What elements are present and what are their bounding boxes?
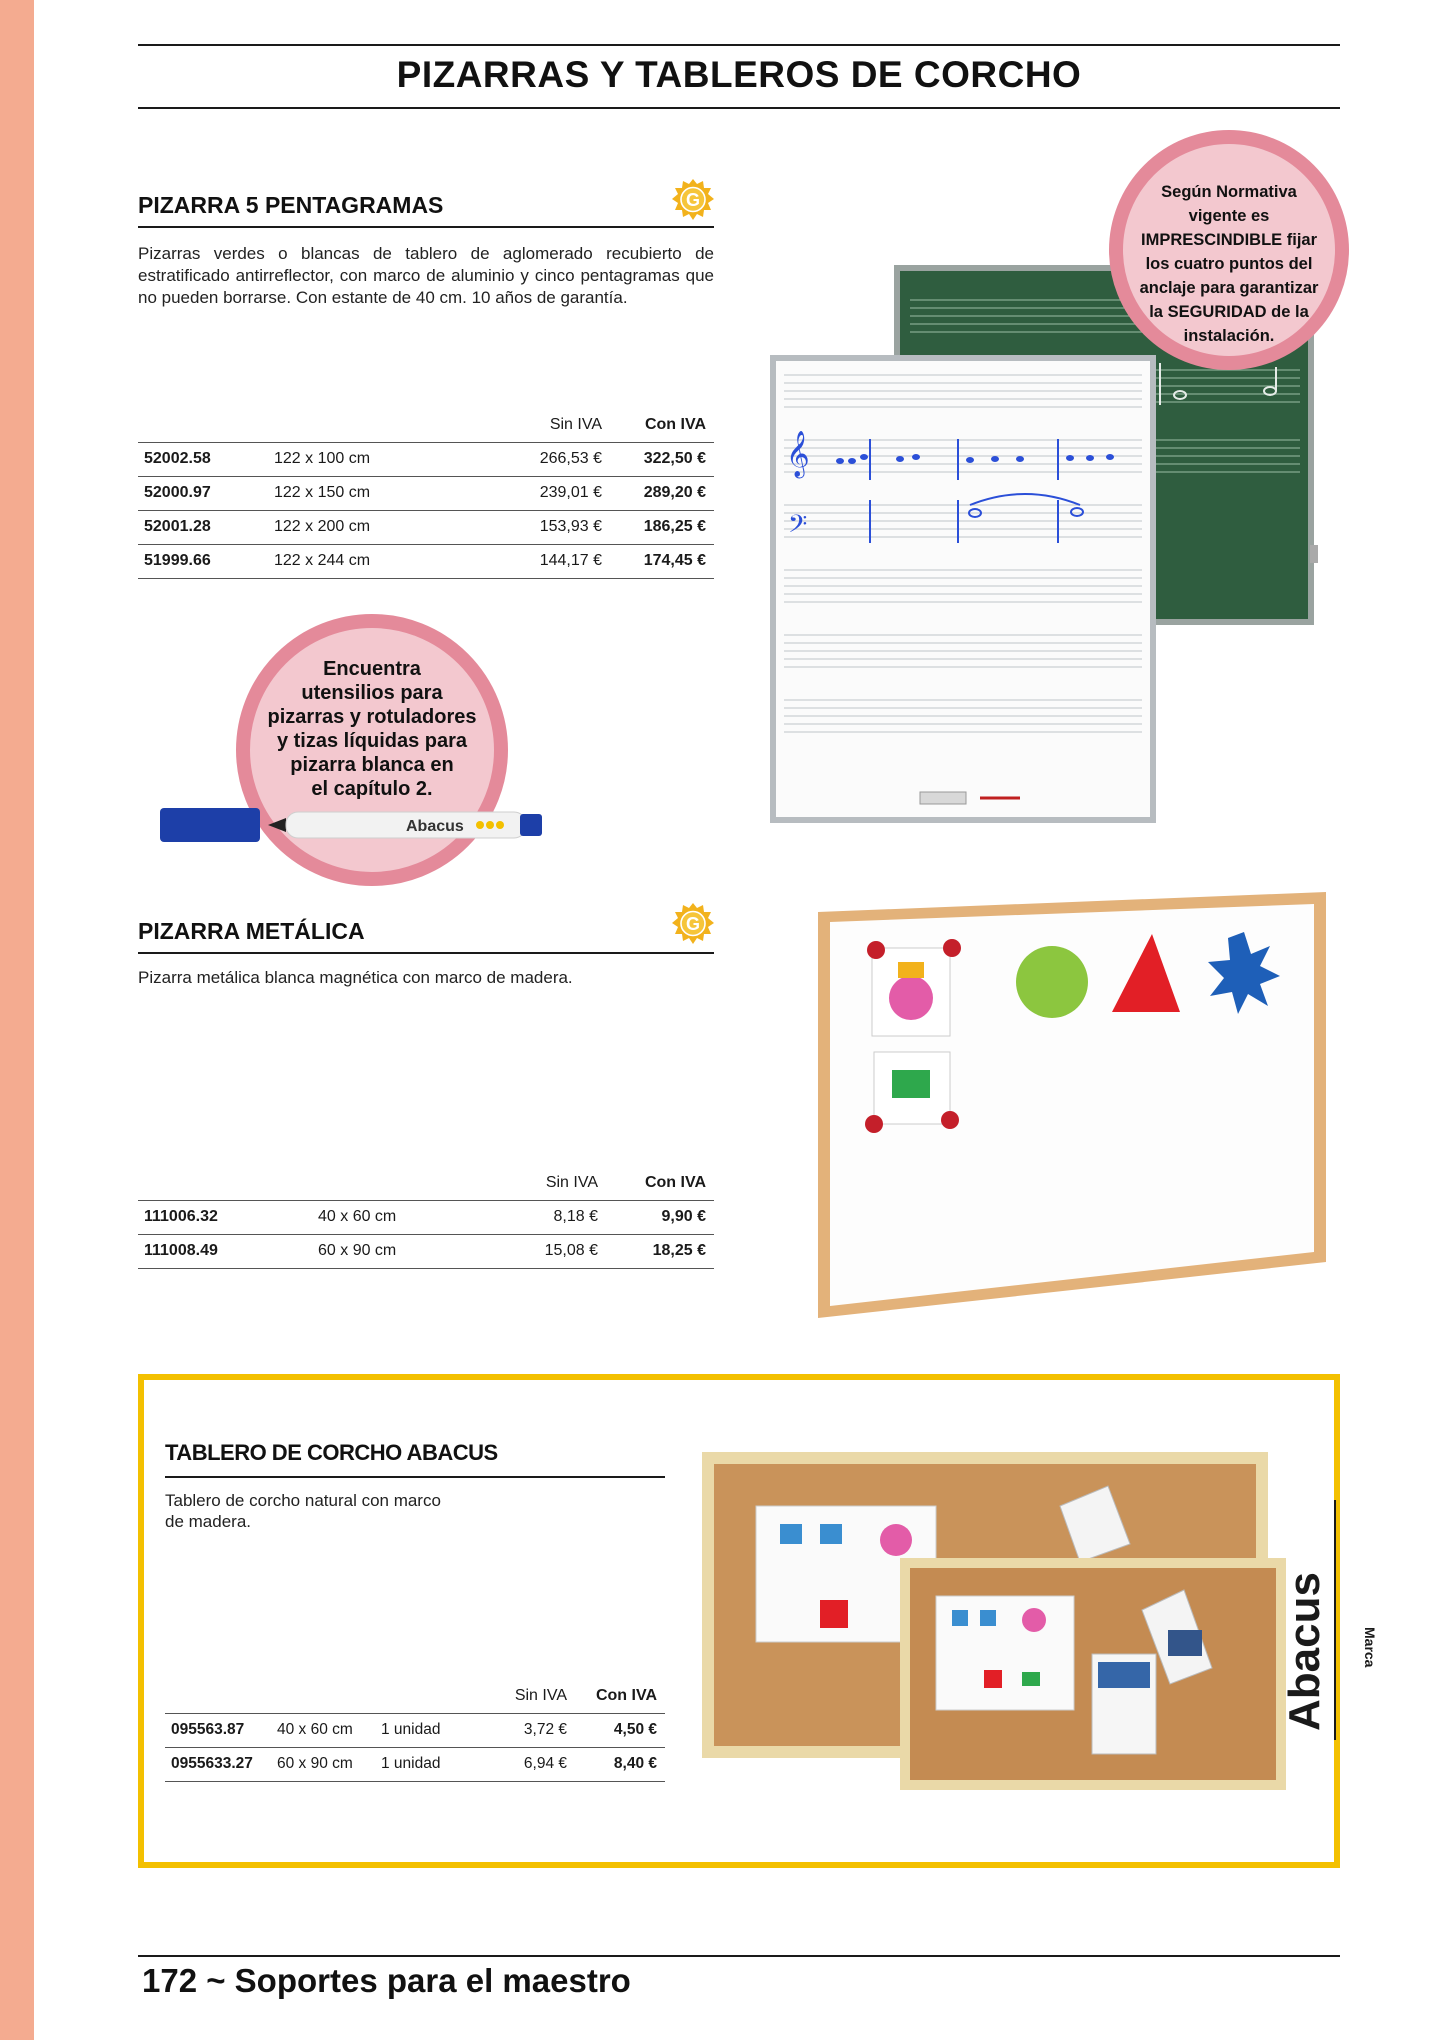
svg-text:𝄢: 𝄢 xyxy=(788,510,808,545)
normativa-callout-text xyxy=(1136,180,1322,348)
abacus-brand-logo xyxy=(1280,1572,1378,1742)
marker-brand: Abacus xyxy=(406,818,464,835)
product-size: 60 x 90 cm xyxy=(288,1234,496,1268)
price-sin-iva: 8,18 € xyxy=(496,1200,606,1234)
description-pentagramas: Pizarras verdes o blancas de tablero de aglomerado recubierto de estratificado antirreflector, con marco de aluminio y cinco pentagramas que no pueden borrarse. Con estante de 40 cm. 10 años de garantía. xyxy=(138,244,714,307)
description-line: de madera. xyxy=(165,1512,251,1531)
green-circle-magnet xyxy=(1016,946,1088,1018)
table-row xyxy=(138,476,714,510)
product-unit: 1 unidad xyxy=(373,1713,483,1747)
section-rule-metalica xyxy=(138,952,714,954)
price-sin-iva: 153,93 € xyxy=(506,510,610,544)
header-con-iva: Con IVA xyxy=(595,1686,657,1704)
table-row xyxy=(138,510,714,544)
product-size: 40 x 60 cm xyxy=(269,1713,373,1747)
price-sin-iva: 3,72 € xyxy=(483,1713,575,1747)
description-line: Tablero de corcho natural con marco xyxy=(165,1491,441,1510)
header-con-iva: Con IVA xyxy=(644,415,706,433)
brand-name: Abacus xyxy=(1280,1572,1329,1731)
callout-line: el capítulo 2. xyxy=(311,778,433,800)
price-con-iva: 289,20 € xyxy=(610,476,714,510)
header-con-iva: Con IVA xyxy=(644,1173,706,1191)
callout-line: IMPRESCINDIBLE fijar xyxy=(1140,231,1318,249)
product-size: 122 x 244 cm xyxy=(266,544,506,578)
callout-line: Según Normativa xyxy=(1161,183,1297,201)
price-sin-iva: 144,17 € xyxy=(506,544,610,578)
badge-letter: G xyxy=(685,190,701,210)
price-sin-iva: 239,01 € xyxy=(506,476,610,510)
product-size: 40 x 60 cm xyxy=(288,1200,496,1234)
side-color-strip xyxy=(0,0,34,2040)
page-title: PIZARRAS Y TABLEROS DE CORCHO xyxy=(396,54,1082,95)
header-sin-iva: Sin IVA xyxy=(514,1686,567,1704)
price-table-pentagramas xyxy=(138,412,714,579)
table-row xyxy=(165,1747,665,1781)
description-corcho xyxy=(165,1490,495,1532)
table-row xyxy=(138,544,714,578)
callout-line: vigente es xyxy=(1188,207,1270,225)
svg-text:𝄞: 𝄞 xyxy=(786,431,810,477)
price-con-iva: 174,45 € xyxy=(610,544,714,578)
price-con-iva: 186,25 € xyxy=(610,510,714,544)
price-sin-iva: 6,94 € xyxy=(483,1747,575,1781)
callout-line: pizarras y rotuladores xyxy=(267,706,477,728)
footer-rule xyxy=(138,1955,1340,1957)
price-sin-iva: 266,53 € xyxy=(506,442,610,476)
product-code: 111008.49 xyxy=(138,1234,288,1268)
table-row xyxy=(165,1713,665,1747)
section-rule-pentagramas xyxy=(138,226,714,228)
price-con-iva: 9,90 € xyxy=(606,1200,714,1234)
table-row xyxy=(138,1234,714,1268)
marker-image xyxy=(158,800,588,850)
description-metalica: Pizarra metálica blanca magnética con marco de madera. xyxy=(138,968,573,987)
callout-line: los cuatro puntos del xyxy=(1145,255,1313,273)
product-code: 111006.32 xyxy=(138,1200,288,1234)
guarantee-badge-icon xyxy=(671,902,715,946)
product-size: 122 x 150 cm xyxy=(266,476,506,510)
table-row xyxy=(138,1200,714,1234)
price-sin-iva: 15,08 € xyxy=(496,1234,606,1268)
header-bottom-rule xyxy=(138,107,1340,109)
section-title-metalica: PIZARRA METÁLICA xyxy=(138,918,365,944)
callout-line: la SEGURIDAD de la xyxy=(1149,303,1309,321)
callout-line: pizarra blanca en xyxy=(290,754,454,776)
callout-line: anclaje para garantizar xyxy=(1139,279,1319,297)
callout-line: y tizas líquidas para xyxy=(276,730,468,752)
price-table-metalica xyxy=(138,1170,714,1269)
product-code: 51999.66 xyxy=(138,544,266,578)
guarantee-badge-icon xyxy=(671,178,715,222)
price-con-iva: 8,40 € xyxy=(575,1747,665,1781)
product-size: 122 x 100 cm xyxy=(266,442,506,476)
header-sin-iva: Sin IVA xyxy=(545,1173,598,1191)
cork-boards-image xyxy=(700,1450,1288,1790)
callout-line: Encuentra xyxy=(323,658,421,680)
section-rule-corcho xyxy=(165,1476,665,1478)
product-code: 52000.97 xyxy=(138,476,266,510)
white-music-board xyxy=(776,361,1150,817)
callout-line: utensilios para xyxy=(301,682,443,704)
price-con-iva: 4,50 € xyxy=(575,1713,665,1747)
price-table-corcho xyxy=(165,1683,665,1782)
header-top-rule xyxy=(138,44,1340,46)
product-unit: 1 unidad xyxy=(373,1747,483,1781)
product-code: 095563.87 xyxy=(165,1713,269,1747)
price-con-iva: 322,50 € xyxy=(610,442,714,476)
header-sin-iva: Sin IVA xyxy=(549,415,602,433)
product-size: 122 x 200 cm xyxy=(266,510,506,544)
product-code: 0955633.27 xyxy=(165,1747,269,1781)
page-footer: 172 ~ Soportes para el maestro xyxy=(142,1962,631,1999)
section-title-pentagramas: PIZARRA 5 PENTAGRAMAS xyxy=(138,192,444,218)
callout-line: instalación. xyxy=(1183,327,1275,345)
product-code: 52002.58 xyxy=(138,442,266,476)
badge-letter: G xyxy=(685,914,701,934)
table-row xyxy=(138,442,714,476)
product-size: 60 x 90 cm xyxy=(269,1747,373,1781)
magnetic-whiteboard-image xyxy=(812,888,1334,1320)
section-title-corcho: TABLERO DE CORCHO ABACUS xyxy=(165,1440,498,1465)
price-con-iva: 18,25 € xyxy=(606,1234,714,1268)
marker-cap xyxy=(160,808,260,842)
product-code: 52001.28 xyxy=(138,510,266,544)
brand-marca: Marca xyxy=(1362,1627,1378,1668)
utensilios-callout-text xyxy=(250,657,494,801)
